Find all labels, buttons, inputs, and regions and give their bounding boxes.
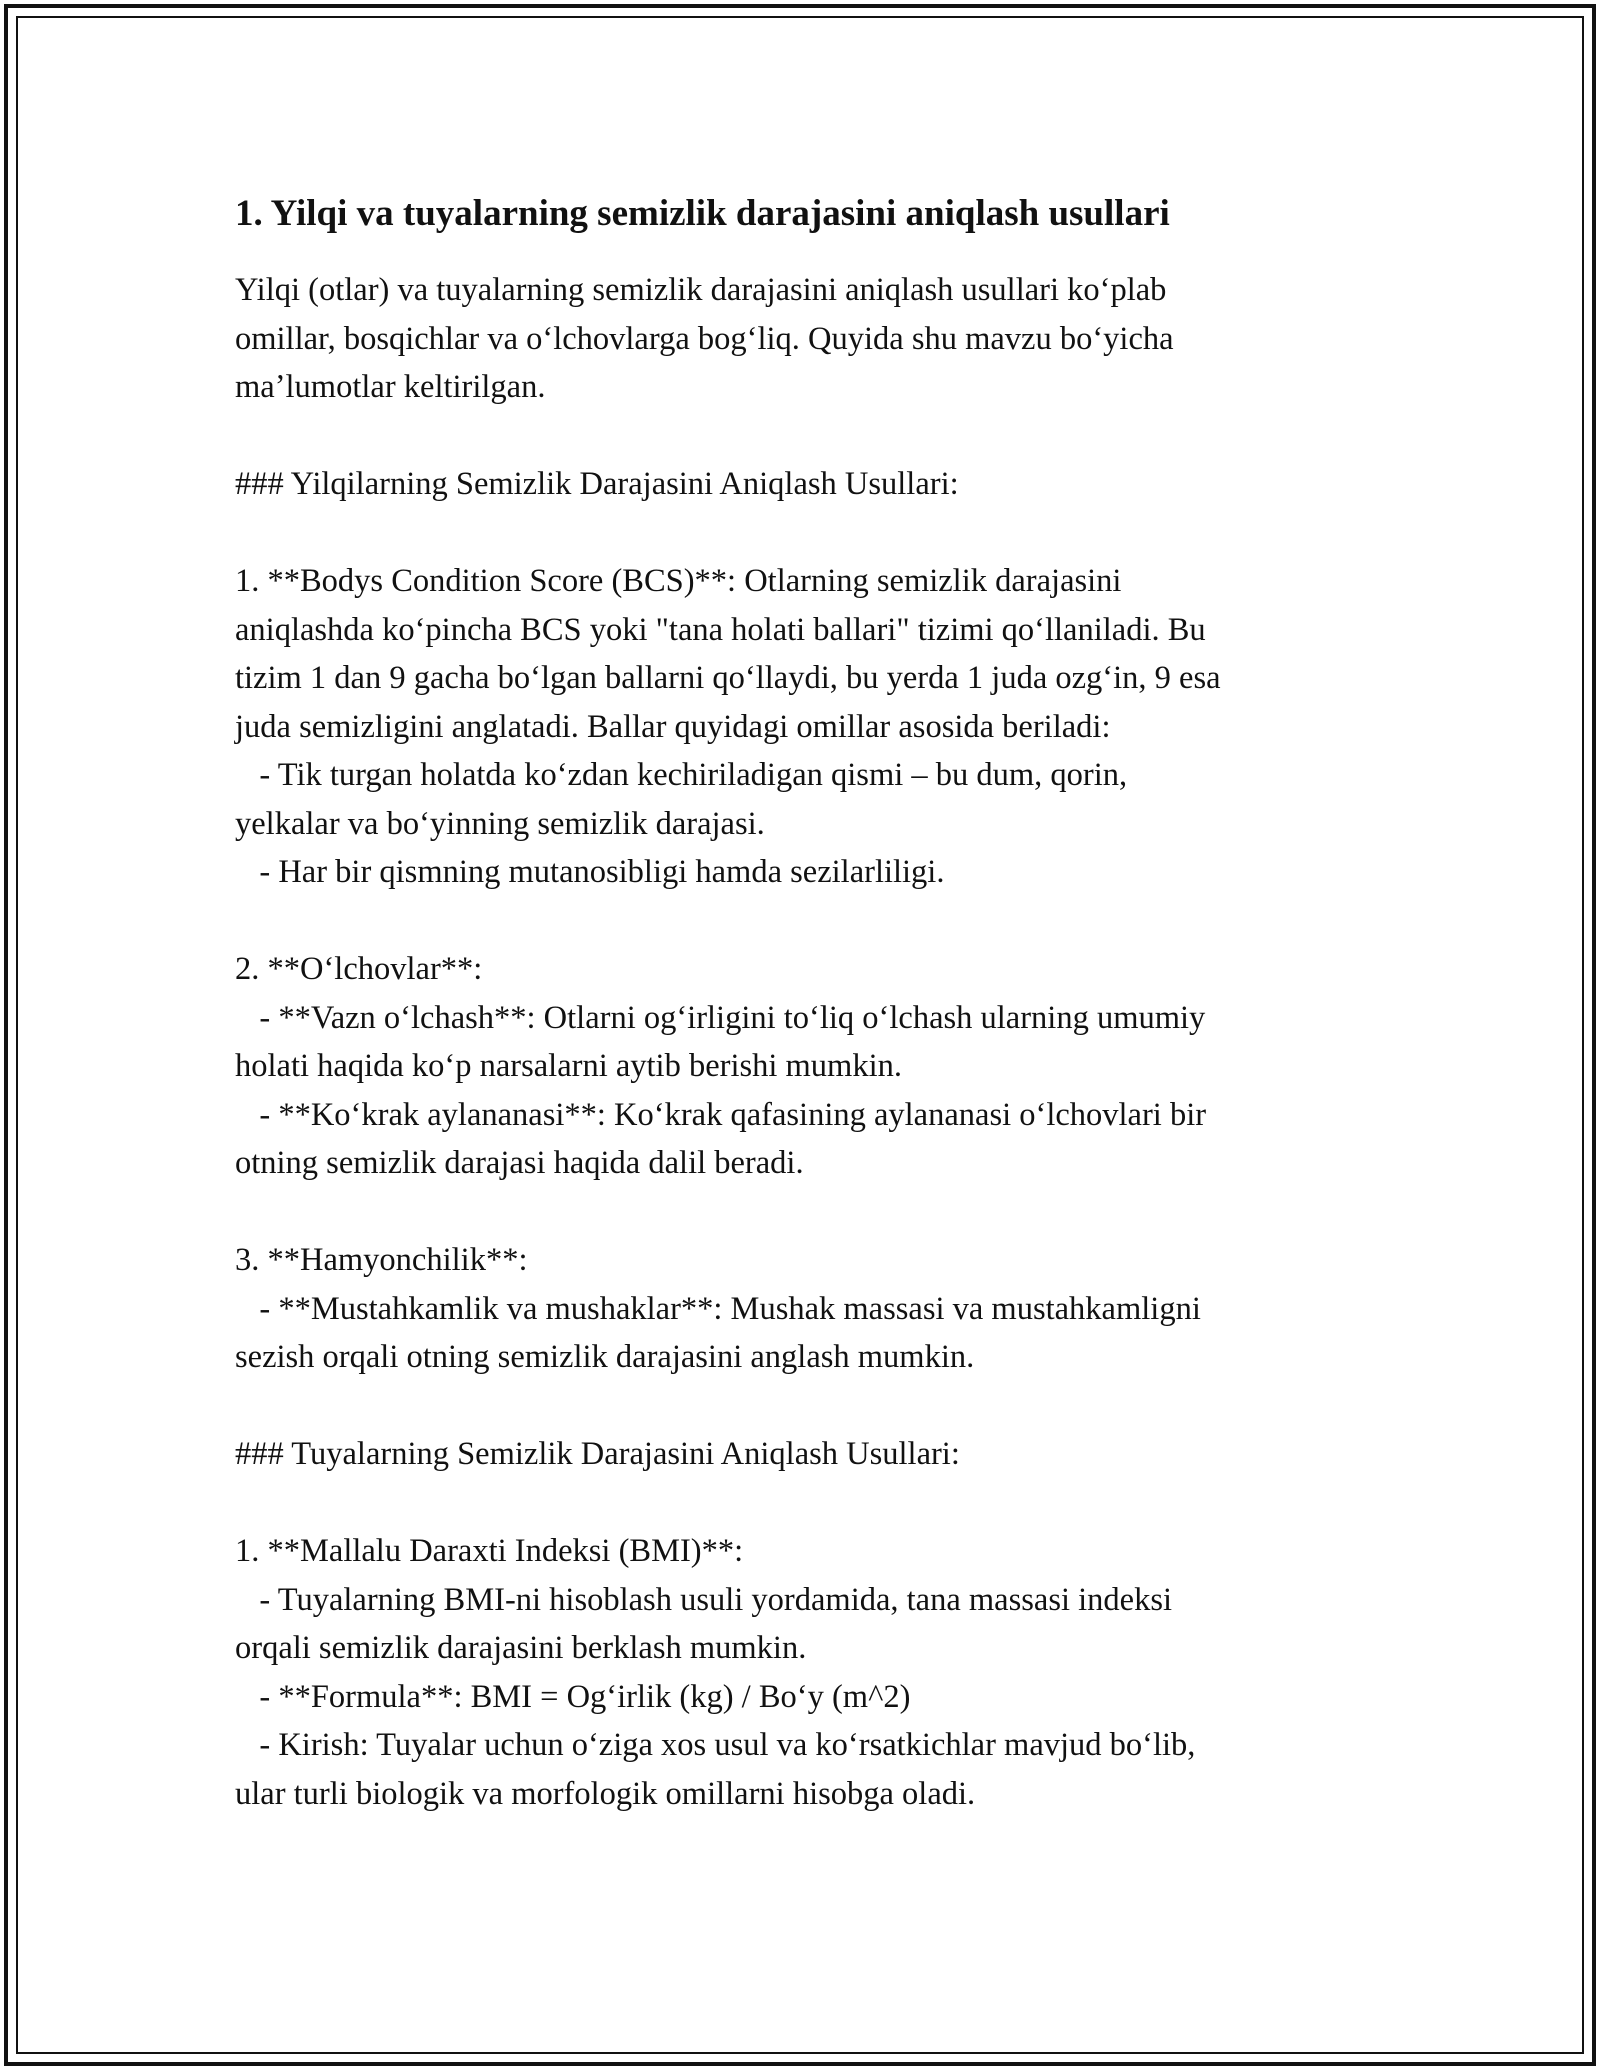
blank-line [235,1382,1365,1431]
text-line: tizim 1 dan 9 gacha boʻlgan ballarni qoʻllaydi, bu yerda 1 juda ozgʻin, 9 esa [235,660,1221,696]
sub-list-item: - **Vazn oʻlchash**: Otlarni ogʻirligini toʻliq oʻlchash ularning umumiy [235,999,1206,1036]
section-heading: ### Tuyalarning Semizlik Darajasini Aniqlash Usullari: [235,1436,960,1472]
sub-list-item: - Tuyalarning BMI-ni hisoblash usuli yordamida, tana massasi indeksi [235,1581,1173,1618]
sub-list-item: - **Formula**: BMI = Ogʻirlik (kg) / Boʻy (m^2) [235,1678,911,1715]
blank-line [235,1188,1365,1237]
sub-list-item: - Tik turgan holatda koʻzdan kechiriladigan qismi – bu dum, qorin, [235,757,1128,793]
text-line: Yilqi (otlar) va tuyalarning semizlik darajasini aniqlash usullari koʻplab [235,272,1167,308]
blank-line [235,897,1365,946]
document-title: 1. Yilqi va tuyalarning semizlik darajasini aniqlash usullari [235,193,1170,234]
text-line: aniqlashda koʻpincha BCS yoki "tana holati ballari" tizimi qoʻllaniladi. Bu [235,611,1206,648]
text-line: yelkalar va boʻyinning semizlik darajasi. [235,805,765,842]
document-body [235,188,1365,1818]
sub-list-item: - **Koʻkrak aylananasi**: Koʻkrak qafasining aylananasi oʻlchovlari bir [235,1096,1207,1133]
sub-list-item: - Kirish: Tuyalar uchun oʻziga xos usul va koʻrsatkichlar mavjud boʻlib, [235,1727,1196,1763]
list-item: 1. **Bodys Condition Score (BCS)**: Otlarning semizlik darajasini [235,563,1122,599]
list-item: 1. **Mallalu Daraxti Indeksi (BMI)**: [235,1533,744,1569]
text-line: otning semizlik darajasi haqida dalil beradi. [235,1145,804,1181]
text-line: juda semizligini anglatadi. Ballar quyidagi omillar asosida beriladi: [235,708,1111,745]
text-line: sezish orqali otning semizlik darajasini anglash mumkin. [235,1339,975,1375]
text-line: holati haqida koʻp narsalarni aytib berishi mumkin. [235,1048,902,1084]
list-item: 3. **Hamyonchilik**: [235,1242,528,1278]
list-item: 2. **Oʻlchovlar**: [235,951,483,987]
text-line: orqali semizlik darajasini berklash mumkin. [235,1630,807,1666]
section-heading: ### Yilqilarning Semizlik Darajasini Aniqlash Usullari: [235,466,959,502]
blank-line [235,509,1365,558]
text-line: maʼlumotlar keltirilgan. [235,369,546,405]
text-line: omillar, bosqichlar va oʻlchovlarga bogʻliq. Quyida shu mavzu boʻyicha [235,320,1174,357]
blank-line [235,1479,1365,1528]
sub-list-item: - **Mustahkamlik va mushaklar**: Mushak massasi va mustahkamligni [235,1290,1201,1327]
sub-list-item: - Har bir qismning mutanosibligi hamda sezilarliligi. [235,854,945,890]
blank-line [235,412,1365,461]
text-line: ular turli biologik va morfologik omillarni hisobga oladi. [235,1775,976,1812]
